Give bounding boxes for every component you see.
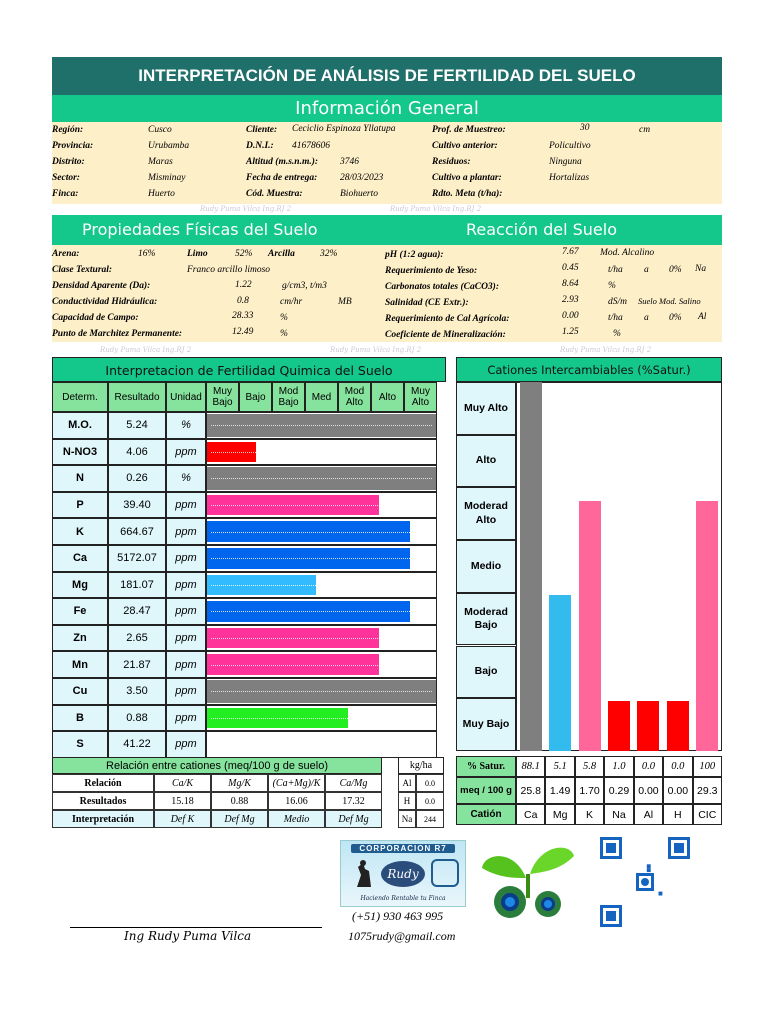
quimica-uni: ppm xyxy=(166,705,206,732)
relacion-cell: 17.32 xyxy=(325,792,382,810)
quimica-det: Ca xyxy=(52,545,108,572)
cation-name: Al xyxy=(634,804,663,825)
cation-name: Na xyxy=(604,804,633,825)
watermark-text: Rudy Puma Vilca Ing.RJ 2 xyxy=(560,346,652,354)
quimica-bar-track xyxy=(206,545,437,572)
quimica-header: Muy Alto xyxy=(404,382,437,412)
quimica-res: 21.87 xyxy=(108,651,166,678)
logo-slogan: Haciendo Rentable tu Finca xyxy=(360,895,446,902)
marchitez-unit: % xyxy=(280,329,288,339)
densidad-value: 1.22 xyxy=(235,280,252,290)
quimica-title: Interpretacion de Fertilidad Quimica del Suelo xyxy=(52,357,446,382)
cultivo-anterior-label: Cultivo anterior: xyxy=(432,141,498,151)
quimica-uni: ppm xyxy=(166,731,206,758)
dot-guide xyxy=(211,452,432,453)
quimica-res: 39.40 xyxy=(108,492,166,519)
cation-level-label: Muy Alto xyxy=(456,382,516,435)
kgha-title: kg/ha xyxy=(398,757,444,774)
meq-value: 29.3 xyxy=(693,777,722,804)
cation-name: K xyxy=(575,804,604,825)
kgha-element: H xyxy=(398,792,416,810)
relacion-cell: Resultados xyxy=(52,792,154,810)
prof-value: 30 xyxy=(580,123,590,133)
reaccion-panel xyxy=(382,245,722,342)
quimica-header: Unidad xyxy=(166,382,206,412)
satur-row-label: % Satur. xyxy=(456,756,516,777)
conductividad-class: MB xyxy=(338,297,352,307)
quimica-uni: ppm xyxy=(166,439,206,466)
quimica-bar-track xyxy=(206,731,437,758)
arena-value: 16% xyxy=(138,249,156,259)
cationes-title: Cationes Intercambiables (%Satur.) xyxy=(456,357,722,382)
cation-row-label: Catión xyxy=(456,804,516,825)
mineralizacion-label: Coeficiente de Mineralización: xyxy=(385,330,506,340)
cliente-value: Ceciclio Espinoza Yllatupa xyxy=(292,124,396,134)
cal-a: a xyxy=(644,313,649,323)
quimica-det: P xyxy=(52,492,108,519)
kgha-element: Al xyxy=(398,774,416,792)
quimica-bar-track xyxy=(206,518,437,545)
quimica-header: Resultado xyxy=(108,382,166,412)
signature-name: Ing Rudy Puma Vilca xyxy=(124,929,252,943)
provincia-value: Urubamba xyxy=(148,141,190,151)
watermark-text: Rudy Puma Vilca Ing.RJ 2 xyxy=(390,205,482,213)
fisicas-title: Propiedades Físicas del Suelo xyxy=(52,215,382,245)
dot-guide xyxy=(211,638,432,639)
capacidad-value: 28.33 xyxy=(232,311,254,321)
kgha-value: 0.0 xyxy=(416,792,444,810)
quimica-uni: ppm xyxy=(166,492,206,519)
residuos-value: Ninguna xyxy=(549,157,582,167)
cal-pct: 0% xyxy=(669,313,682,323)
codigo-label: Cód. Muestra: xyxy=(246,189,303,199)
sector-value: Misminay xyxy=(148,173,186,183)
quimica-bar-track xyxy=(206,678,437,705)
conductividad-label: Conductividad Hidráulica: xyxy=(52,297,158,307)
marchitez-value: 12.49 xyxy=(232,327,254,337)
quimica-header: Muy Bajo xyxy=(206,382,239,412)
dot-guide xyxy=(211,558,432,559)
satur-value: 100 xyxy=(693,756,722,777)
cation-bar-h xyxy=(667,701,689,751)
kgha-value: 244 xyxy=(416,810,444,828)
dot-guide xyxy=(211,691,432,692)
quimica-res: 0.26 xyxy=(108,465,166,492)
quimica-bar-track xyxy=(206,492,437,519)
relacion-cell: 15.18 xyxy=(154,792,211,810)
quimica-res: 3.50 xyxy=(108,678,166,705)
region-value: Cusco xyxy=(148,125,172,135)
cation-level-label: Moderad Bajo xyxy=(456,593,516,646)
quimica-uni: ppm xyxy=(166,651,206,678)
quimica-res: 5.24 xyxy=(108,412,166,439)
quimica-bar-track xyxy=(206,412,437,439)
cation-name: Mg xyxy=(545,804,574,825)
quimica-uni: ppm xyxy=(166,678,206,705)
quimica-res: 28.47 xyxy=(108,598,166,625)
quimica-header: Mod Bajo xyxy=(272,382,305,412)
carbonatos-unit: % xyxy=(608,281,616,291)
quimica-det: Zn xyxy=(52,625,108,652)
quimica-res: 181.07 xyxy=(108,572,166,599)
cation-bar-al xyxy=(637,701,659,751)
prof-label: Prof. de Muestreo: xyxy=(432,125,506,135)
salinidad-class: Suelo Mod. Salino xyxy=(638,296,701,306)
quimica-det: B xyxy=(52,705,108,732)
quimica-det: Cu xyxy=(52,678,108,705)
relacion-cell: Ca/Mg xyxy=(325,774,382,792)
sector-label: Sector: xyxy=(52,173,80,183)
quimica-res: 5172.07 xyxy=(108,545,166,572)
quimica-bar-track xyxy=(206,705,437,732)
relacion-cell: Interpretación xyxy=(52,810,154,828)
quimica-uni: % xyxy=(166,465,206,492)
dot-guide xyxy=(211,425,432,426)
quimica-det: K xyxy=(52,518,108,545)
quimica-det: Mg xyxy=(52,572,108,599)
ph-class: Mod. Alcalino xyxy=(600,248,655,258)
fecha-value: 28/03/2023 xyxy=(340,173,384,183)
quimica-res: 41.22 xyxy=(108,731,166,758)
quimica-res: 664.67 xyxy=(108,518,166,545)
quimica-bar-track xyxy=(206,598,437,625)
yeso-a: a xyxy=(644,265,649,275)
dot-guide xyxy=(211,665,432,666)
meq-value: 25.8 xyxy=(516,777,545,804)
ph-value: 7.67 xyxy=(562,247,579,257)
carbonatos-label: Carbonatos totales (CaCO3): xyxy=(385,282,500,292)
quimica-det: S xyxy=(52,731,108,758)
densidad-unit: g/cm3, t/m3 xyxy=(282,281,327,291)
quimica-uni: ppm xyxy=(166,598,206,625)
cal-element: Al xyxy=(698,312,707,322)
meq-value: 1.70 xyxy=(575,777,604,804)
cation-bar-mg xyxy=(549,595,571,750)
prof-unit: cm xyxy=(639,125,651,135)
satur-value: 5.1 xyxy=(545,756,574,777)
kgha-element: Na xyxy=(398,810,416,828)
contact-email: 1075rudy@gmail.com xyxy=(348,929,456,943)
quimica-det: M.O. xyxy=(52,412,108,439)
residuos-label: Residuos: xyxy=(432,157,471,167)
yeso-pct: 0% xyxy=(669,265,682,275)
clase-label: Clase Textural: xyxy=(52,265,113,275)
cultivo-anterior-value: Policultivo xyxy=(549,141,591,151)
phone-device-icon xyxy=(431,859,459,887)
cation-plot-area xyxy=(516,382,722,751)
quimica-res: 0.88 xyxy=(108,705,166,732)
quimica-header: Mod Alto xyxy=(338,382,371,412)
dot-guide xyxy=(211,718,432,719)
relacion-cell: Def Mg xyxy=(211,810,268,828)
conductividad-unit: cm/hr xyxy=(280,297,303,307)
meq-value: 1.49 xyxy=(545,777,574,804)
quimica-header: Bajo xyxy=(239,382,272,412)
capacidad-unit: % xyxy=(280,313,288,323)
dot-guide xyxy=(211,478,432,479)
satur-value: 88.1 xyxy=(516,756,545,777)
logo-name: Rudy xyxy=(381,861,425,887)
dni-label: D.N.I.: xyxy=(246,141,274,151)
qr-code-icon xyxy=(598,835,692,929)
distrito-label: Distrito: xyxy=(52,157,85,167)
cation-level-label: Bajo xyxy=(456,646,516,699)
quimica-bar-track xyxy=(206,651,437,678)
densidad-label: Densidad Aparente (Da): xyxy=(52,281,151,291)
finca-value: Huerto xyxy=(148,189,175,199)
provincia-label: Provincia: xyxy=(52,141,94,151)
relacion-cell: 16.06 xyxy=(268,792,325,810)
quimica-header: Med xyxy=(305,382,338,412)
cation-level-label: Muy Bajo xyxy=(456,698,516,751)
ph-label: pH (1:2 agua): xyxy=(385,250,444,260)
dot-guide xyxy=(211,532,432,533)
signature-line xyxy=(70,927,322,928)
satur-value: 5.8 xyxy=(575,756,604,777)
relacion-cell: Def Mg xyxy=(325,810,382,828)
carbonatos-value: 8.64 xyxy=(562,279,579,289)
cation-bar-k xyxy=(579,501,601,751)
marchitez-label: Punto de Marchitez Permanente: xyxy=(52,329,183,339)
arcilla-label: Arcilla xyxy=(268,249,295,259)
quimica-bar-track xyxy=(206,572,437,599)
salinidad-label: Salinidad (CE Extr.): xyxy=(385,298,469,308)
mineralizacion-value: 1.25 xyxy=(562,327,579,337)
cal-label: Requerimiento de Cal Agrícola: xyxy=(385,314,510,324)
general-info-panel xyxy=(52,122,722,204)
rdto-label: Rdto. Meta (t/ha): xyxy=(432,189,503,199)
quimica-det: Mn xyxy=(52,651,108,678)
cation-bar-na xyxy=(608,701,630,751)
altitud-label: Altitud (m.s.n.m.): xyxy=(246,157,319,167)
relacion-title: Relación entre cationes (meq/100 g de suelo) xyxy=(52,757,382,774)
salinidad-value: 2.93 xyxy=(562,295,579,305)
dot-guide xyxy=(211,585,432,586)
yeso-label: Requerimiento de Yeso: xyxy=(385,266,478,276)
capacidad-label: Capacidad de Campo: xyxy=(52,313,139,323)
corporacion-logo xyxy=(340,840,466,907)
quimica-res: 2.65 xyxy=(108,625,166,652)
quimica-det: Fe xyxy=(52,598,108,625)
arena-label: Arena: xyxy=(52,249,80,259)
relacion-cell: 0.88 xyxy=(211,792,268,810)
quimica-uni: ppm xyxy=(166,518,206,545)
mineralizacion-unit: % xyxy=(613,329,621,339)
quimica-res: 4.06 xyxy=(108,439,166,466)
fisicas-panel xyxy=(52,245,382,342)
logo-brand: CORPORACION R7 xyxy=(351,844,455,853)
codigo-value: Biohuerto xyxy=(340,189,378,199)
salinidad-unit: dS/m xyxy=(608,297,627,307)
relacion-cell: Mg/K xyxy=(211,774,268,792)
quimica-uni: ppm xyxy=(166,545,206,572)
quimica-uni: ppm xyxy=(166,625,206,652)
meq-value: 0.00 xyxy=(663,777,692,804)
satur-value: 0.0 xyxy=(663,756,692,777)
quimica-det: N xyxy=(52,465,108,492)
relacion-cell: Ca/K xyxy=(154,774,211,792)
relacion-cell: Relación xyxy=(52,774,154,792)
rider-icon xyxy=(351,859,375,889)
quimica-bar-track xyxy=(206,465,437,492)
quimica-bar-track xyxy=(206,625,437,652)
page-title: INTERPRETACIÓN DE ANÁLISIS DE FERTILIDAD DEL SUELO xyxy=(52,57,722,95)
relacion-cell: (Ca+Mg)/K xyxy=(268,774,325,792)
dni-value: 41678606 xyxy=(292,141,330,151)
region-label: Región: xyxy=(52,125,84,135)
cation-level-label: Alto xyxy=(456,435,516,488)
yeso-value: 0.45 xyxy=(562,263,579,273)
dot-guide xyxy=(211,505,432,506)
cation-level-label: Moderad Alto xyxy=(456,487,516,540)
finca-label: Finca: xyxy=(52,189,79,199)
quimica-bar-track xyxy=(206,439,437,466)
meq-value: 0.00 xyxy=(634,777,663,804)
watermark-text: Rudy Puma Vilca Ing.RJ 2 xyxy=(100,346,192,354)
watermark-text: Rudy Puma Vilca Ing.RJ 2 xyxy=(200,205,292,213)
quimica-header: Alto xyxy=(371,382,404,412)
cation-bar-cic xyxy=(696,501,718,751)
quimica-header: Determ. xyxy=(52,382,108,412)
cation-name: H xyxy=(663,804,692,825)
info-title: Información General xyxy=(52,95,722,122)
yeso-unit: t/ha xyxy=(608,265,623,275)
watermark-text: Rudy Puma Vilca Ing.RJ 2 xyxy=(330,346,422,354)
reaccion-title: Reacción del Suelo xyxy=(382,215,722,245)
relacion-cell: Def K xyxy=(154,810,211,828)
quimica-uni: ppm xyxy=(166,572,206,599)
limo-label: Limo xyxy=(187,249,208,259)
quimica-uni: % xyxy=(166,412,206,439)
limo-value: 52% xyxy=(235,249,253,259)
contact-phone: (+51) 930 463 995 xyxy=(352,909,444,923)
cliente-label: Cliente: xyxy=(246,125,278,135)
cal-unit: t/ha xyxy=(608,313,623,323)
arcilla-value: 32% xyxy=(320,249,338,259)
plant-gears-icon xyxy=(474,838,580,928)
cation-name: Ca xyxy=(516,804,545,825)
satur-value: 1.0 xyxy=(604,756,633,777)
cation-level-label: Medio xyxy=(456,540,516,593)
distrito-value: Maras xyxy=(148,157,173,167)
yeso-element: Na xyxy=(695,264,707,274)
quimica-det: N-NO3 xyxy=(52,439,108,466)
altitud-value: 3746 xyxy=(340,157,359,167)
clase-value: Franco arcillo limoso xyxy=(187,265,271,275)
conductividad-value: 0.8 xyxy=(237,296,249,306)
cultivo-plantar-label: Cultivo a plantar: xyxy=(432,173,502,183)
meq-row-label: meq / 100 g xyxy=(456,777,516,804)
meq-value: 0.29 xyxy=(604,777,633,804)
relacion-cell: Medio xyxy=(268,810,325,828)
cal-value: 0.00 xyxy=(562,311,579,321)
cation-name: CIC xyxy=(693,804,722,825)
dot-guide xyxy=(211,611,432,612)
cation-bar-ca xyxy=(520,382,542,751)
fecha-label: Fecha de entrega: xyxy=(246,173,318,183)
kgha-value: 0.0 xyxy=(416,774,444,792)
dot-guide xyxy=(211,744,432,745)
satur-value: 0.0 xyxy=(634,756,663,777)
cultivo-plantar-value: Hortalizas xyxy=(549,173,590,183)
